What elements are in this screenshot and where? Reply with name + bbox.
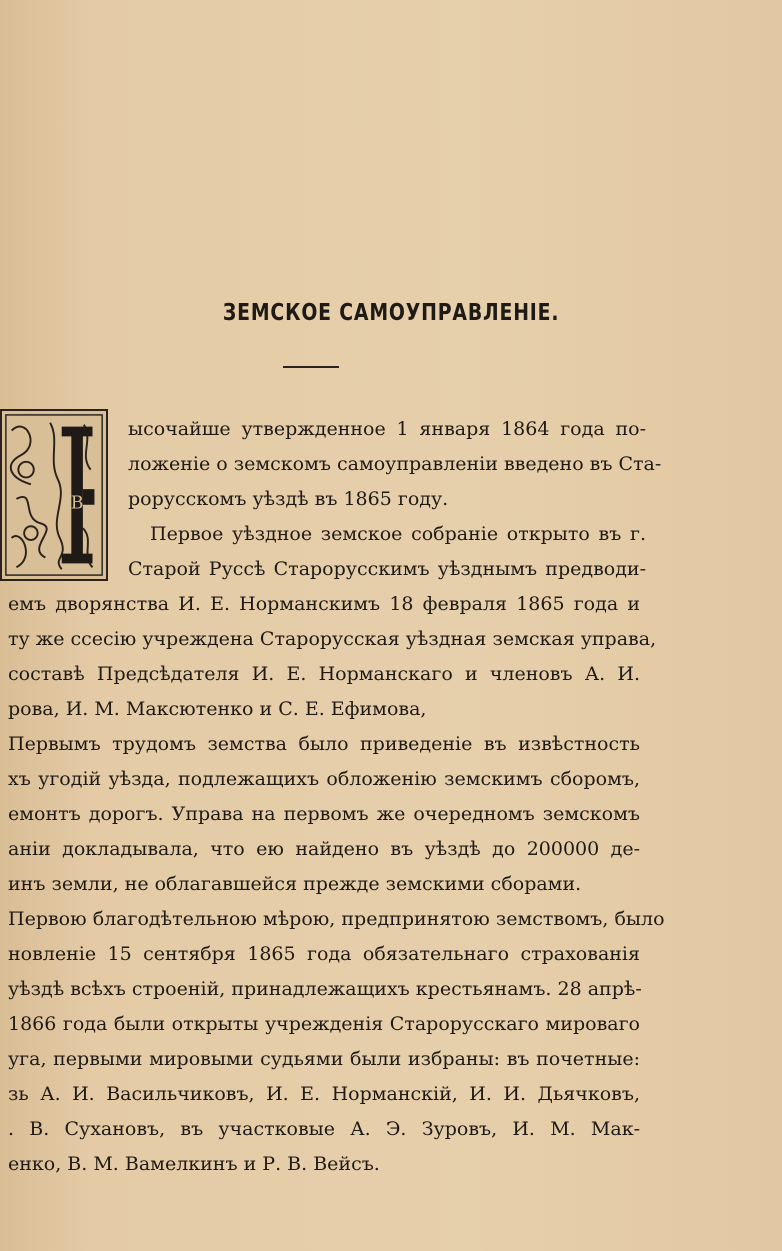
- text-line-10: Первымъ трудомъ земства было приведеніе въ извѣстность: [8, 733, 640, 755]
- heading-rule: [283, 366, 339, 368]
- text-line-6: емъ дворянства И. Е. Норманскимъ 18 февраля 1865 года и: [8, 593, 640, 615]
- dropcap-letter: В: [70, 493, 84, 514]
- text-line-1: ысочайше утвержденное 1 января 1864 года по-: [128, 418, 646, 440]
- text-line-13: аніи докладывала, что ею найдено въ уѣздѣ до 200000 де-: [8, 838, 640, 860]
- ornamental-initial: [0, 409, 108, 581]
- text-line-3: рорусскомъ уѣздѣ въ 1865 году.: [128, 488, 449, 510]
- chapter-heading: [0, 300, 782, 326]
- text-line-5: Старой Руссѣ Старорусскимъ уѣзднымъ предводи-: [128, 558, 646, 580]
- text-line-20: зь А. И. Васильчиковъ, И. Е. Норманскій, И. И. Дьячковъ,: [8, 1083, 640, 1105]
- text-line-2: ложеніе о земскомъ самоуправленіи введено въ Ста-: [128, 453, 662, 475]
- text-line-21: . В. Сухановъ, въ участковые А. Э. Зуровъ, И. М. Мак-: [8, 1118, 640, 1140]
- text-line-9: рова, И. М. Максютенко и С. Е. Ефимова,: [8, 698, 427, 720]
- heading-text: ЗЕМСКОЕ САМОУПРАВЛЕНІЕ.: [222, 300, 560, 326]
- ornament-icon: [2, 411, 106, 579]
- text-line-11: хъ угодій уѣзда, подлежащихъ обложенію земскимъ сборомъ,: [8, 768, 640, 790]
- text-line-14: инъ земли, не облагавшейся прежде земскими сборами.: [8, 873, 582, 895]
- text-line-7: ту же ссесію учреждена Старорусская уѣздная земская управа,: [8, 628, 657, 650]
- text-line-22: енко, В. М. Вамелкинъ и Р. В. Вейсъ.: [8, 1153, 380, 1175]
- text-line-16: новленіе 15 сентября 1865 года обязательнаго страхованія: [8, 943, 640, 965]
- text-line-12: емонтъ дорогъ. Управа на первомъ же очередномъ земскомъ: [8, 803, 640, 825]
- text-line-15: Первою благодѣтельною мѣрою, предпринятою земствомъ, было: [8, 908, 665, 930]
- text-line-8: составѣ Предсѣдателя И. Е. Норманскаго и членовъ А. И.: [8, 663, 640, 685]
- text-line-19: уга, первыми мировыми судьями были избраны: въ почетные:: [8, 1048, 640, 1070]
- text-line-18: 1866 года были открыты учрежденія Старорусскаго мироваго: [8, 1013, 640, 1035]
- text-line-17: уѣздѣ всѣхъ строеній, принадлежащихъ крестьянамъ. 28 апрѣ-: [8, 978, 642, 1000]
- text-line-4: Первое уѣздное земское собраніе открыто въ г.: [150, 523, 646, 545]
